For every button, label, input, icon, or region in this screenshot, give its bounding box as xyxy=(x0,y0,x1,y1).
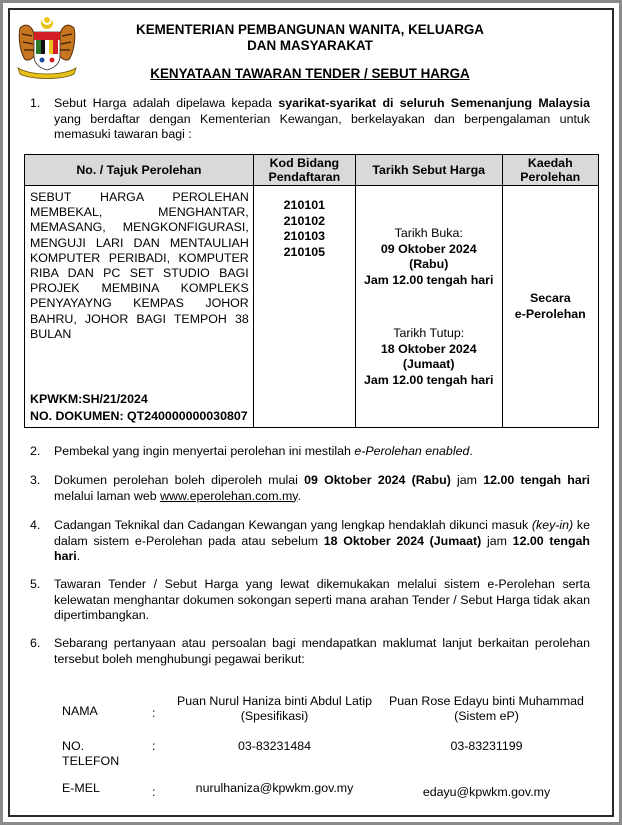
registration-codes-cell xyxy=(253,186,355,428)
officer-1-phone: 03-83231484 xyxy=(237,739,312,753)
officer-2-phone: 03-83231199 xyxy=(450,739,523,753)
opening-day: (Rabu) xyxy=(409,257,449,271)
paragraph-3: 3. Dokumen perolehan boleh diperoleh mulai 09 Oktober 2024 (Rabu) jam 12.00 tengah hari melalui laman web www.eperolehan.com.my. xyxy=(30,473,590,503)
closing-label: Tarikh Tutup: xyxy=(393,326,465,340)
header-date: Tarikh Sebut Harga xyxy=(355,155,502,186)
tender-table xyxy=(24,154,599,428)
paragraph-bold-text: 12.00 tengah hari xyxy=(483,473,590,487)
paragraph-1 xyxy=(30,96,590,143)
officer-2-email[interactable]: edayu@kpwkm.gov.my xyxy=(422,785,551,799)
closing-date xyxy=(356,288,502,388)
colon: : xyxy=(152,739,156,753)
dates-cell xyxy=(355,186,502,428)
closing-time: Jam 12.00 tengah hari xyxy=(363,372,494,387)
opening-date-value: 09 Oktober 2024 xyxy=(380,241,477,256)
officer-1-role: (Spesifikasi) xyxy=(240,709,309,723)
reference-number: KPWKM:SH/21/2024 xyxy=(30,392,148,406)
registration-code: 210102 xyxy=(283,213,326,228)
header-method: Kaedah Perolehan xyxy=(502,155,598,186)
malaysia-coat-of-arms-icon xyxy=(12,14,82,80)
header-title: No. / Tajuk Perolehan xyxy=(25,155,254,186)
colon: : xyxy=(152,785,156,799)
paragraph-bold-text: 18 Oktober 2024 (Jumaat) xyxy=(323,533,482,548)
procurement-method-line-1: Secara xyxy=(529,291,571,305)
officer-1-name: Puan Nurul Haniza binti Abdul Latip (Spesifikasi) xyxy=(167,694,382,724)
paragraph-bold-text: 12.00 tengah hari xyxy=(54,533,590,563)
paragraph-number: 4. xyxy=(30,518,41,532)
opening-label: Tarikh Buka: xyxy=(394,226,463,240)
table-header-row xyxy=(25,155,599,186)
procurement-method-cell xyxy=(502,186,598,428)
procurement-title: SEBUT HARGA PEROLEHAN MEMBEKAL, MENGHANTAR, MEMASANG, MENGKONFIGURASI, MENGUJI LARI DAN MENTAULIAH KOMPUTER PERIBADI, KOMPUTER RIBA DAN PC SET STUDIO BAGI PROJEK MEMBINA KOMPLEKS PENYAYAYNG KEMPAS JOHOR BAHRU, JOHOR BAGI TEMPOH 38 BULAN xyxy=(30,190,249,341)
paragraph-5 xyxy=(30,577,590,624)
eperolehan-link[interactable]: www.eperolehan.com.my xyxy=(160,488,298,503)
paragraph-text: Sebarang pertanyaan atau persoalan bagi mendapatkan maklumat lanjut berkaitan perolehan tersebut boleh menghubungi pegawai berikut: xyxy=(54,636,590,666)
paragraph-text: Cadangan Teknikal dan Cadangan Kewangan yang lengkap hendaklah dikunci masuk xyxy=(54,518,532,532)
paragraph-number: 2. xyxy=(30,444,41,458)
paragraph-number: 3. xyxy=(30,473,41,487)
document-number: NO. DOKUMEN: QT240000000030807 xyxy=(30,409,248,423)
name-label: NAMA xyxy=(62,704,98,718)
paragraph-6 xyxy=(30,636,590,667)
closing-day: (Jumaat) xyxy=(402,357,455,371)
registration-code: 210101 xyxy=(283,198,326,212)
paragraph-bold-text: syarikat-syarikat di seluruh Semenanjung Malaysia xyxy=(278,96,591,110)
paragraph-4: 4. Cadangan Teknikal dan Cadangan Kewangan yang lengkap hendaklah dikunci masuk (key-in) ke dalam sistem e-Perolehan pada atau sebelum 18 Oktober 2024 (Jumaat) jam 12.00 tengah hari. xyxy=(30,518,590,563)
paragraph-text: Tawaran Tender / Sebut Harga yang lewat dikemukakan melalui sistem e-Perolehan serta kelewatan menghantar dokumen sokongan seperti mana arahan Tender / Sebut Harga tidak akan dipertimbangkan. xyxy=(54,577,590,622)
paragraph-bold-text: 09 Oktober 2024 (Rabu) xyxy=(304,473,451,487)
colon: : xyxy=(152,706,156,720)
paragraph-text: yang berdaftar dengan Kementerian Kewangan, berkelayakan dan berpengalaman untuk memasuki tawaran bagi : xyxy=(54,111,590,141)
ministry-name xyxy=(100,22,520,54)
paragraph-text: Sebut Harga adalah dipelawa kepada xyxy=(54,96,279,110)
email-label: E-MEL xyxy=(62,781,100,795)
header-code: Kod Bidang Pendaftaran xyxy=(253,155,355,186)
closing-date-value: 18 Oktober 2024 xyxy=(380,341,477,356)
procurement-title-cell xyxy=(25,186,254,428)
table-row xyxy=(25,186,599,428)
paragraph-text: Pembekal yang ingin menyertai perolehan ini mestilah xyxy=(54,444,355,458)
paragraph-italic-text: (key-in) xyxy=(531,518,574,532)
ministry-name-line-1: KEMENTERIAN PEMBANGUNAN WANITA, KELUARGA xyxy=(136,22,484,37)
officer-2-name: Puan Rose Edayu binti Muhammad (Sistem eP) xyxy=(384,694,589,724)
paragraph-number: 6. xyxy=(30,636,41,650)
opening-time: Jam 12.00 tengah hari xyxy=(363,272,494,287)
paragraph-number: 1. xyxy=(30,96,41,110)
paragraph-2: 2. Pembekal yang ingin menyertai perolehan ini mestilah e-Perolehan enabled. xyxy=(30,444,473,458)
paragraph-number: 5. xyxy=(30,577,41,591)
officer-2-role: (Sistem eP) xyxy=(454,709,519,723)
opening-date xyxy=(356,186,502,288)
document-title: KENYATAAN TAWARAN TENDER / SEBUT HARGA xyxy=(150,66,470,81)
officer-1-email[interactable]: nurulhaniza@kpwkm.gov.my xyxy=(195,781,354,795)
registration-code: 210103 xyxy=(283,229,326,243)
paragraph-italic-text: e-Perolehan enabled xyxy=(354,444,470,458)
paragraph-text: Dokumen perolehan boleh diperoleh mulai xyxy=(54,473,305,487)
ministry-name-line-2: DAN MASYARAKAT xyxy=(247,38,373,53)
procurement-method-line-2: e-Perolehan xyxy=(514,306,586,321)
phone-label: NO. TELEFON xyxy=(62,739,120,768)
registration-code: 210105 xyxy=(283,244,326,259)
